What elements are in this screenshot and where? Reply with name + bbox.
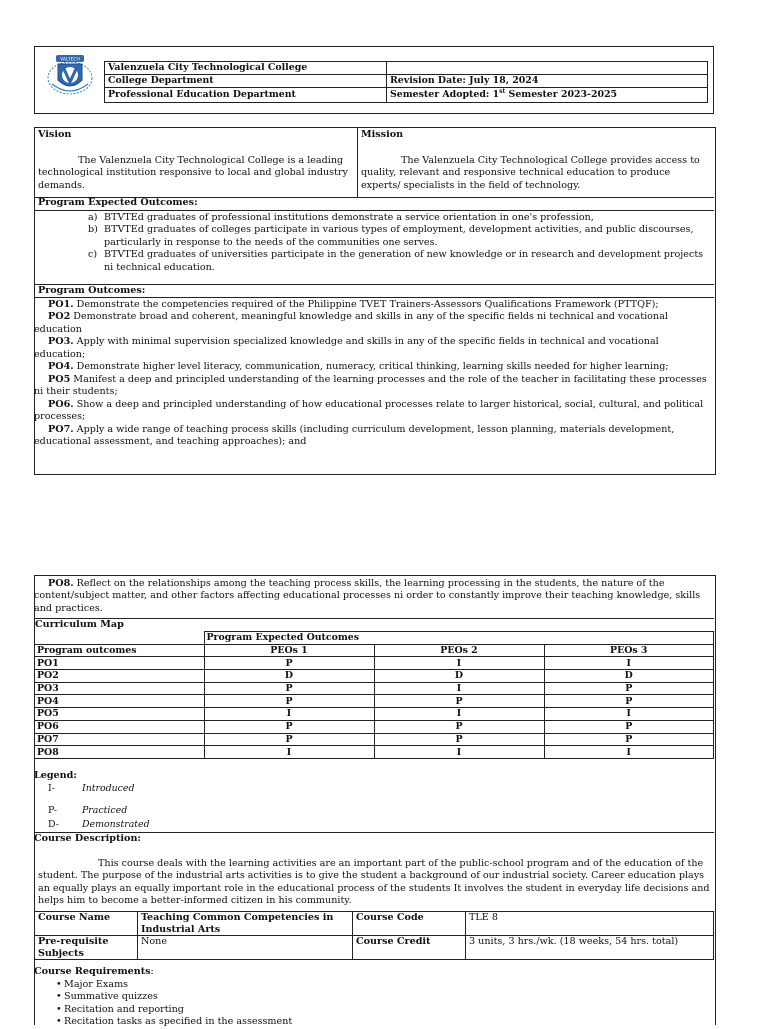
table-row: PO5 I I I: [35, 708, 714, 721]
college-name: Valenzuela City Technological College: [105, 62, 387, 75]
prerequisite-label: Pre-requisite Subjects: [35, 936, 138, 960]
course-code-value: TLE 8: [466, 912, 714, 936]
vision-text: The Valenzuela City Technological College is a leading technological institution responsive to local and global industry demands.: [38, 155, 348, 191]
list-item: PO3. Apply with minimal supervision specialized knowledge and skills in any of the specific fields in technical and vocational education;: [34, 336, 659, 360]
requirements-list: [34, 979, 704, 1029]
table-header: PEOs 3: [544, 644, 714, 657]
table-header: PEOs 2: [374, 644, 544, 657]
curriculum-map-table: [34, 631, 714, 759]
course-code-label: Course Code: [353, 912, 466, 936]
professional-department: Professional Education Department: [105, 88, 387, 102]
vision-label: Vision: [38, 129, 72, 140]
semester-adopted: Semester Adopted: 1st Semester 2023-2025: [387, 88, 708, 102]
table-group-header: Program Expected Outcomes: [204, 632, 714, 645]
peo-list: [34, 212, 710, 274]
course-credit-value: 3 units, 3 hrs./wk. (18 weeks, 54 hrs. total): [466, 936, 714, 960]
table-row: PO7 P P P: [35, 733, 714, 746]
table-row: PO1 P I I: [35, 657, 714, 670]
college-logo: [44, 54, 96, 98]
list-item: c) BTVTEd graduates of universities participate in the generation of new knowledge or in research and development projects ni technical education.: [88, 249, 704, 273]
list-item: PO6. Show a deep and principled understanding of how educational processes relate to larger historical, social, cultural, and political processes;: [34, 398, 704, 423]
curriculum-map-label: Curriculum Map: [35, 619, 124, 630]
college-department: College Department: [105, 75, 387, 88]
table-corner: [35, 632, 205, 645]
list-item: PO2 Demonstrate broad and coherent, meaningful knowledge and skills in any of the specific fields ni technical and vocational education: [34, 311, 668, 335]
header-blank-cell: [387, 62, 708, 75]
list-item: • Recitation tasks as specified in the assessment: [34, 1016, 704, 1028]
mission-label: Mission: [361, 129, 404, 140]
curriculum-divider: [34, 618, 714, 619]
vision-mission-divider: [357, 127, 358, 197]
po-label: Program Outcomes:: [38, 285, 146, 296]
peo-divider: [34, 210, 714, 211]
table-row: PO8 I I I: [35, 746, 714, 759]
po8-item: PO8. Reflect on the relationships among the teaching process skills, the learning processing in the students, the nature of the content/subject matter, and other factors affecting educational processes ni order to constantly improve their teaching knowledge, skills and practices.: [34, 578, 701, 614]
logo-banner-text: VALTECH: [60, 57, 80, 63]
legend-label: Legend:: [34, 770, 77, 781]
mission-text: The Valenzuela City Technological College provides access to quality, relevant and responsive technical education to produce experts/ specialists in the field of technology.: [361, 155, 700, 191]
list-item: PO1. Demonstrate the competencies required of the Philippine TVET Trainers-Assessors Qualifications Framework (PTTQF);: [48, 299, 659, 310]
table-row: PO4 P P P: [35, 695, 714, 708]
revision-date: Revision Date: July 18, 2024: [387, 75, 708, 88]
prerequisite-value: None: [138, 936, 353, 960]
list-item: PO7. Apply a wide range of teaching process skills (including curriculum development, lesson planning, materials development, educational assessment, and teaching approaches); and: [34, 423, 675, 448]
course-credit-label: Course Credit: [353, 936, 466, 960]
table-row: PO3 P I P: [35, 682, 714, 695]
peo-label: Program Expected Outcomes:: [38, 197, 198, 208]
course-description-text: This course deals with the learning activities are an important part of the public-school program and of the education of the student. The purpose of the industrial arts activities is to give the student a background of our industrial society. Career education plays an equally plays an equally important role in the educational process of the students It involves the student in everyday life decisions and helps him to become a better-informed citizen in his community.: [38, 858, 710, 907]
list-item: a) BTVTEd graduates of professional institutions demonstrate a service orientation in one's profession,: [88, 212, 594, 223]
table-row: PO6 P P P: [35, 720, 714, 733]
course-name-value: Teaching Common Competencies in Industrial Arts: [138, 912, 353, 936]
course-info-table: [34, 911, 714, 960]
list-item: • Summative quizzes: [34, 991, 704, 1003]
list-item: PO4. Demonstrate higher level literacy, communication, numeracy, critical thinking, learning skills needed for higher learning;: [48, 361, 669, 373]
po-divider: [34, 297, 714, 298]
list-item: PO5 Manifest a deep and principled understanding of the learning processes and the role of the teacher in facilitating these processes ni their students;: [34, 373, 707, 398]
list-item: • Major Exams: [34, 979, 704, 991]
table-header-po: Program outcomes: [35, 644, 205, 657]
course-requirements-label: Course Requirements:: [34, 966, 154, 977]
list-item: • Recitation and reporting: [34, 1004, 704, 1016]
table-header: PEOs 1: [204, 644, 374, 657]
table-row: PO2 D D D: [35, 670, 714, 683]
list-item: b) BTVTEd graduates of colleges participate in various types of employment, development activities, and public discourses, particularly in response to the needs of the communities one serves.: [88, 224, 694, 248]
course-name-label: Course Name: [35, 912, 138, 936]
course-description-label: Course Description:: [34, 833, 141, 844]
header-table: [104, 61, 708, 103]
po-list: [34, 299, 712, 449]
